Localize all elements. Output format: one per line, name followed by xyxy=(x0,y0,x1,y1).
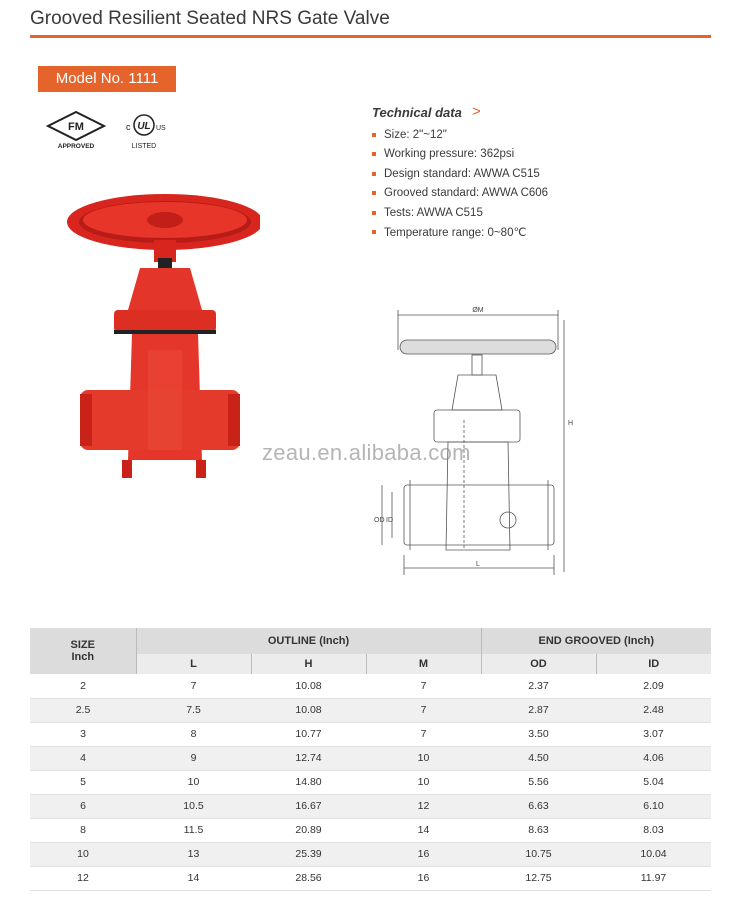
table-row: 5 10 14.80 10 5.56 5.04 xyxy=(30,770,711,794)
table-row: 12 14 28.56 16 12.75 11.97 xyxy=(30,866,711,890)
table-row: 6 10.5 16.67 12 6.63 6.10 xyxy=(30,794,711,818)
dimension-table xyxy=(30,628,711,891)
dim-l-label: L xyxy=(476,561,480,568)
table-row: 2.5 7.5 10.08 7 2.87 2.48 xyxy=(30,698,711,722)
tech-item: Temperature range: 0~80℃ xyxy=(372,223,548,243)
col-l-header: L xyxy=(136,654,251,674)
watermark: zeau.en.alibaba.com xyxy=(262,440,471,465)
end-grooved-header: END GROOVED (Inch) xyxy=(481,628,711,654)
tech-item: Grooved standard: AWWA C606 xyxy=(372,184,548,204)
outline-header: OUTLINE (Inch) xyxy=(136,628,481,654)
fm-approved-text: APPROVED xyxy=(57,143,95,150)
col-m-header: M xyxy=(366,654,481,674)
bullet-icon xyxy=(372,230,376,234)
col-h-header: H xyxy=(251,654,366,674)
fm-text: FM xyxy=(68,121,84,133)
dim-od-label: OD xyxy=(374,517,385,524)
bullet-icon xyxy=(372,172,376,176)
technical-data-heading: Technical data xyxy=(372,105,462,120)
tech-item: Size: 2"~12" xyxy=(372,125,548,145)
page-title: Grooved Resilient Seated NRS Gate Valve xyxy=(30,8,390,29)
tech-item: Design standard: AWWA C515 xyxy=(372,164,548,184)
table-row: 8 11.5 20.89 14 8.63 8.03 xyxy=(30,818,711,842)
table-row: 4 9 12.74 10 4.50 4.06 xyxy=(30,746,711,770)
ul-listed-text: LISTED xyxy=(131,143,157,150)
chevron-right-icon: > xyxy=(472,103,481,120)
model-badge: Model No. 1111 xyxy=(38,66,176,92)
gate-valve-photo xyxy=(60,180,260,500)
bullet-icon xyxy=(372,152,376,156)
table-row: 10 13 25.39 16 10.75 10.04 xyxy=(30,842,711,866)
bullet-icon xyxy=(372,191,376,195)
size-header: SIZE Inch xyxy=(70,639,95,663)
ul-listed-logo xyxy=(120,110,178,152)
col-od-header: OD xyxy=(481,654,596,674)
tech-item: Working pressure: 362psi xyxy=(372,145,548,165)
ul-c-text: c xyxy=(126,122,131,132)
table-header-row xyxy=(30,628,711,654)
bullet-icon xyxy=(372,133,376,137)
col-id-header: ID xyxy=(596,654,711,674)
table-row: 2 7 10.08 7 2.37 2.09 xyxy=(30,674,711,698)
ul-text: UL xyxy=(137,121,151,132)
bullet-icon xyxy=(372,211,376,215)
dim-m-label: ØM xyxy=(472,307,484,314)
tech-item: Tests: AWWA C515 xyxy=(372,203,548,223)
table-row: 3 8 10.77 7 3.50 3.07 xyxy=(30,722,711,746)
ul-us-text: US xyxy=(156,125,166,132)
dim-h-label: H xyxy=(568,420,574,427)
dim-id-label: ID xyxy=(386,517,393,524)
title-divider xyxy=(30,35,711,38)
technical-data-list xyxy=(372,125,548,242)
fm-approved-logo xyxy=(42,110,110,152)
